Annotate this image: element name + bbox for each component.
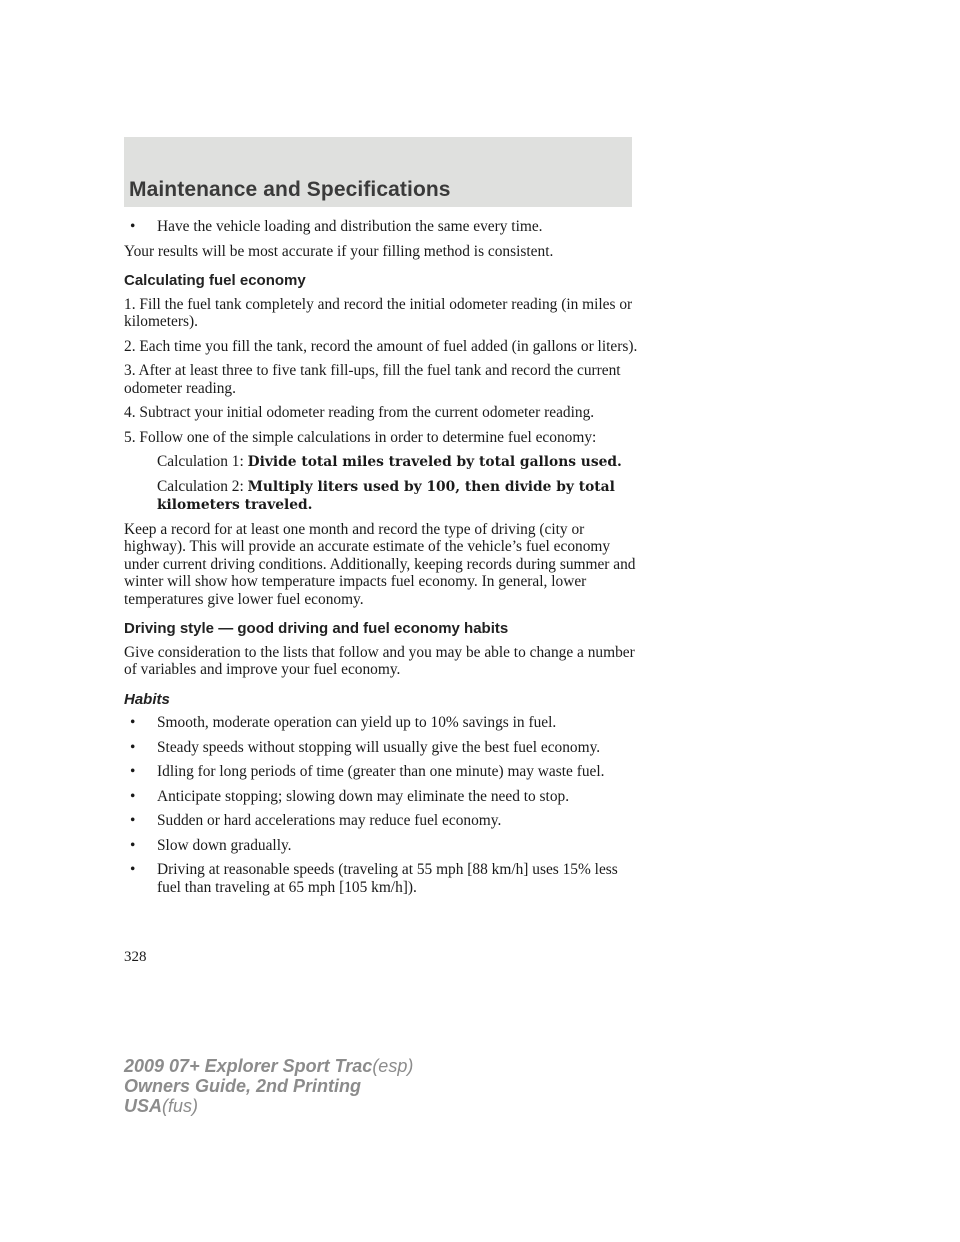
list-item: • Steady speeds without stopping will usually give the best fuel economy. — [130, 738, 601, 756]
step: 1. Fill the fuel tank completely and record the initial odometer reading (in miles or kilometers). — [124, 295, 633, 330]
step: 4. Subtract your initial odometer reading from the current odometer reading. — [124, 404, 595, 421]
bullet-icon: • — [130, 787, 136, 805]
page-number: 328 — [124, 949, 147, 965]
bullet-icon: • — [130, 763, 136, 780]
footer-line: 2009 07+ Explorer Sport Trac(esp) — [124, 1056, 414, 1076]
calculation-1: Calculation 1: Divide total miles traveled by total gallons used. — [157, 453, 622, 470]
bullet-icon: • — [130, 812, 136, 829]
list-item: • Have the vehicle loading and distribution the same every time. — [130, 218, 543, 235]
list-item: • Smooth, moderate operation can yield up to 10% savings in fuel. — [130, 714, 557, 731]
list-item: • Sudden or hard accelerations may reduce fuel economy. — [130, 812, 502, 829]
section-title: Maintenance and Specifications — [129, 178, 451, 201]
list-item: • Slow down gradually. — [130, 836, 292, 854]
bullet-icon: • — [130, 836, 136, 854]
footer — [124, 1056, 413, 1116]
bullet-icon: • — [130, 218, 136, 235]
page-body — [124, 218, 644, 903]
footer-line: Owners Guide, 2nd Printing — [124, 1076, 362, 1096]
calculation-2: Calculation 2: Multiply liters used by 100, then divide by total kilometers traveled. — [157, 477, 615, 513]
paragraph: Give consideration to the lists that follow and you may be able to change a number of variables and improve your fuel economy. — [124, 643, 635, 678]
list-item: • Idling for long periods of time (greater than one minute) may waste fuel. — [130, 763, 605, 780]
subsection-heading: Habits — [124, 690, 170, 708]
footer-line: USA(fus) — [124, 1096, 199, 1116]
bullet-icon: • — [130, 738, 136, 756]
paragraph: Your results will be most accurate if your filling method is consistent. — [124, 242, 554, 260]
section-heading: Calculating fuel economy — [124, 272, 306, 289]
list-item: • Driving at reasonable speeds (traveling at 55 mph [88 km/h] uses 15% less fuel than traveling at 65 mph [105 km/h]). — [130, 861, 618, 896]
list-item: • Anticipate stopping; slowing down may eliminate the need to stop. — [130, 787, 570, 805]
bullet-icon: • — [130, 861, 136, 878]
section-heading: Driving style — good driving and fuel economy habits — [124, 620, 509, 637]
paragraph: Keep a record for at least one month and record the type of driving (city or highway). This will provide an accurate estimate of the vehicle’s fuel economy under current driving conditions. Additionally, keeping records during summer and winter will show how temperature impacts fuel economy. In general, lower temperatures give lower fuel economy. — [124, 520, 636, 608]
step: 2. Each time you fill the tank, record the amount of fuel added (in gallons or liters). — [124, 337, 638, 355]
step: 3. After at least three to five tank fill-ups, fill the fuel tank and record the current odometer reading. — [124, 362, 621, 397]
step: 5. Follow one of the simple calculations in order to determine fuel economy: — [124, 428, 597, 446]
bullet-icon: • — [130, 714, 136, 731]
